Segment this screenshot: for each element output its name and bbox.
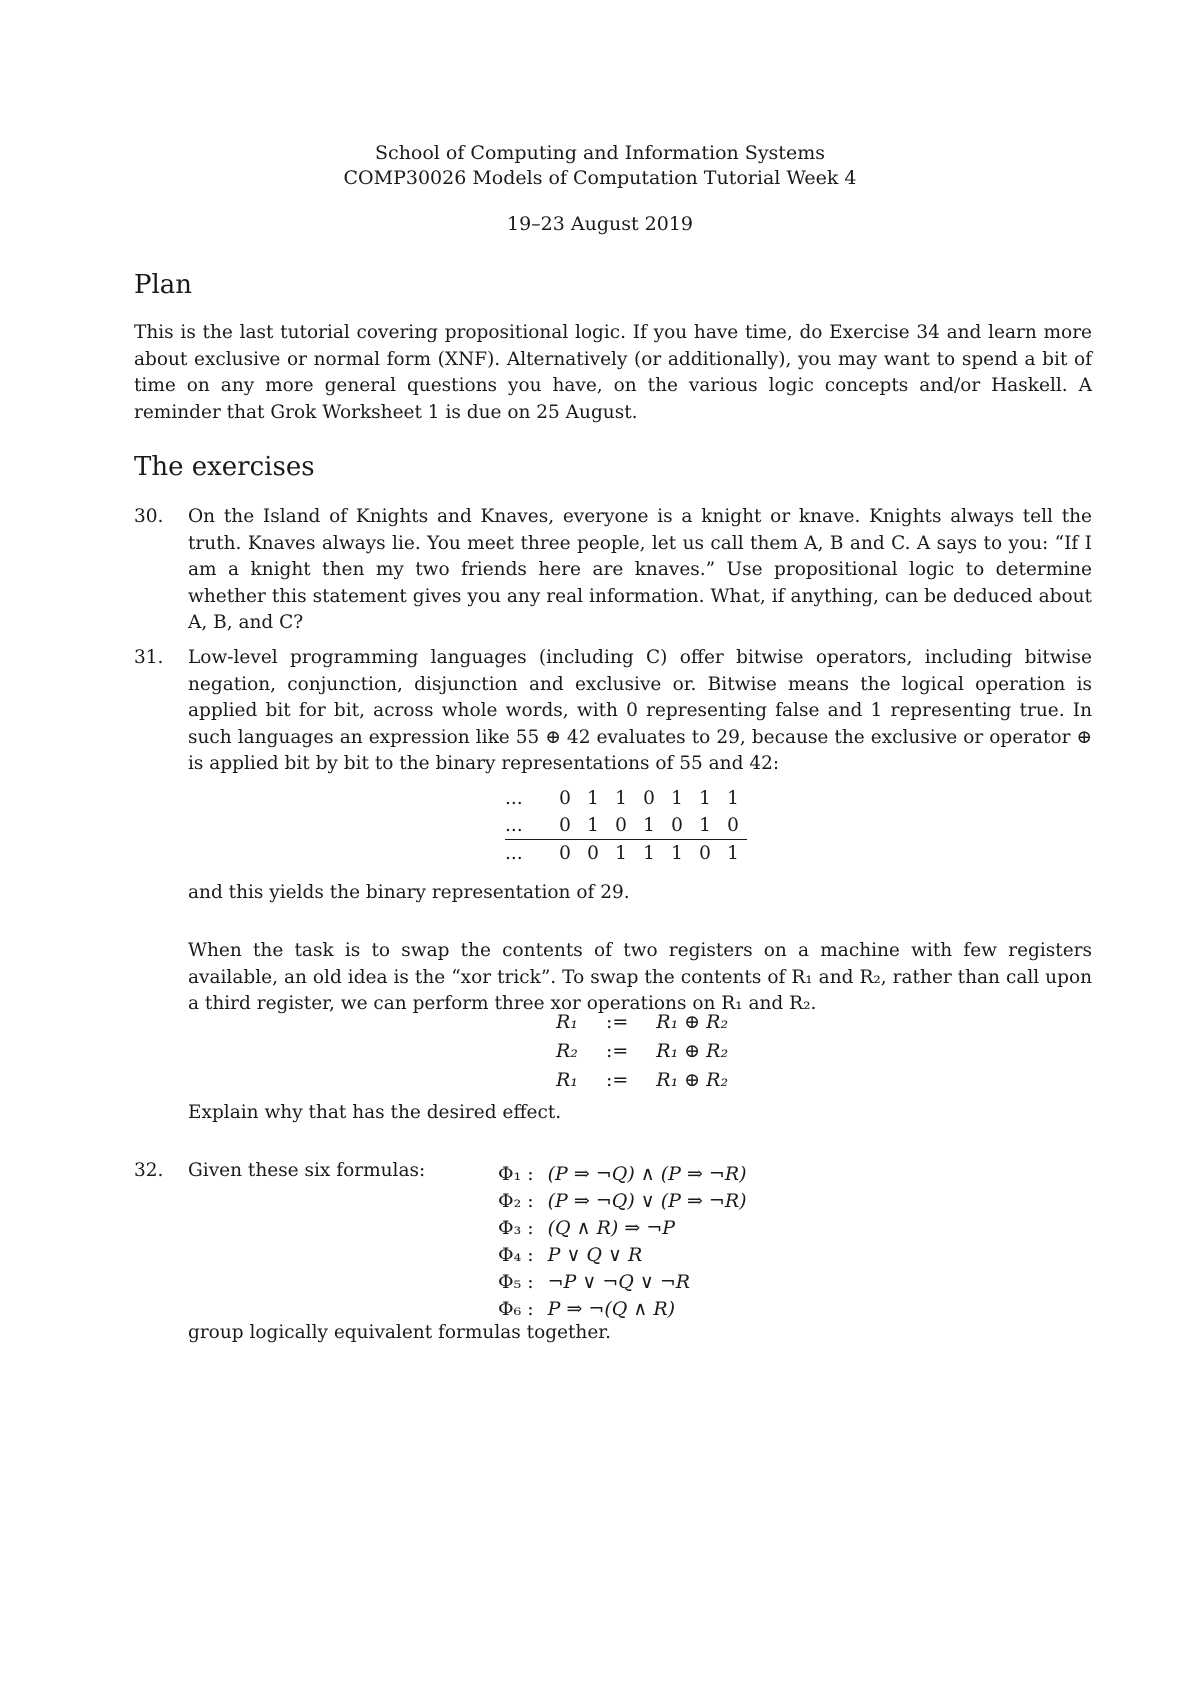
bit-cell: 1	[663, 840, 691, 868]
assignment-rhs: R₁ ⊕ R₂	[656, 1068, 729, 1091]
formula-row	[498, 1241, 747, 1268]
bit-cell: 0	[551, 840, 579, 868]
formula-row	[498, 1295, 747, 1322]
formula-label: Φ₆ :	[498, 1297, 534, 1320]
assignment-rhs: R₁ ⊕ R₂	[656, 1010, 729, 1033]
formula-expression: P ∨ Q ∨ R	[547, 1243, 643, 1266]
bit-cell: 1	[615, 788, 627, 809]
bit-cell: 0	[643, 788, 655, 809]
formula-row	[498, 1214, 747, 1241]
row-prefix: ...	[505, 815, 523, 836]
bit-row-55	[505, 785, 747, 812]
xor-bit-table	[505, 785, 747, 867]
assignment-lhs: R₁	[556, 1010, 578, 1033]
assignment-lhs: R₁	[556, 1068, 578, 1091]
xor-swap-assignments	[546, 1006, 738, 1095]
formula-expression: P ⇒ ¬(Q ∧ R)	[547, 1297, 676, 1320]
explain-text: Explain why that has the desired effect.	[188, 1102, 562, 1123]
bit-row-42	[505, 812, 747, 840]
bit-cell: 0	[615, 815, 627, 836]
formula-label: Φ₁ :	[498, 1162, 534, 1185]
bit-row-29	[505, 840, 747, 868]
formula-expression: ¬P ∨ ¬Q ∨ ¬R	[547, 1270, 691, 1293]
plan-text: This is the last tutorial covering propositional logic. If you have time, do Exercise 34 and learn more about exclusive or normal form (XNF). Alternatively (or additionally), you may want to spend a bit of time on any more general questions you have, on the various logic concepts and/or Haskell. A reminder that Grok Worksheet 1 is due on 25 August.	[134, 322, 1092, 423]
exercise-30-number: 30.	[134, 506, 164, 527]
assignment-lhs: R₂	[556, 1039, 578, 1062]
exercise-30-text: On the Island of Knights and Knaves, everyone is a knight or knave. Knights always tell the truth. Knaves always lie. You meet three people, let us call them A, B and C. A says to you: “If I am a knight then my two friends here are knaves.” Use propositional logic to determine whether this statement gives you any real information. What, if anything, can be deduced about A, B, and C?	[188, 506, 1092, 633]
assignment-row	[548, 1037, 736, 1064]
formula-expression: (Q ∧ R) ⇒ ¬P	[547, 1216, 676, 1239]
bit-cell: 1	[719, 840, 747, 868]
bit-cell: 1	[607, 840, 635, 868]
after-table-text: and this yields the binary representation of 29.	[188, 882, 630, 903]
bit-cell: 1	[699, 788, 711, 809]
assignment-op: :=	[605, 1039, 629, 1062]
plan-heading: Plan	[134, 270, 193, 300]
formula-row	[498, 1268, 747, 1295]
xor-trick-text: When the task is to swap the contents of two registers on a machine with few registers available, an old idea is the “xor trick”. To swap the contents of R₁ and R₂, rather than call upon a third register, we can perform three xor operations on R₁ and R₂.	[188, 940, 1092, 1014]
formula-label: Φ₅ :	[498, 1270, 534, 1293]
assignment-row	[548, 1008, 736, 1035]
bit-cell: 1	[671, 788, 683, 809]
exercise-32-closing: group logically equivalent formulas together.	[188, 1322, 611, 1343]
exercise-31-text: Low-level programming languages (including C) offer bitwise operators, including bitwise negation, conjunction, disjunction and exclusive or. Bitwise means the logical operation is applied bit for bit, across whole words, with 0 representing false and 1 representing true. In such languages an expression like 55 ⊕ 42 evaluates to 29, because the exclusive or operator ⊕ is applied bit by bit to the binary representations of 55 and 42:	[188, 647, 1092, 774]
school-name: School of Computing and Information Systems	[375, 142, 825, 164]
formula-row	[498, 1160, 747, 1187]
bit-cell: 0	[671, 815, 683, 836]
exercise-31-number: 31.	[134, 647, 164, 668]
course-title: COMP30026 Models of Computation Tutorial Week 4	[343, 167, 857, 189]
bit-cell: 1	[587, 815, 599, 836]
bit-cell: 0	[691, 840, 719, 868]
row-prefix: ...	[505, 840, 551, 868]
formula-row	[498, 1187, 747, 1214]
bit-cell: 0	[579, 840, 607, 868]
exercise-32-intro: Given these six formulas:	[188, 1160, 426, 1181]
bit-cell: 0	[559, 815, 571, 836]
assignment-row	[548, 1066, 736, 1093]
bit-cell: 1	[635, 840, 663, 868]
exercise-32-number: 32.	[134, 1160, 164, 1181]
bit-cell: 0	[727, 815, 739, 836]
formula-label: Φ₂ :	[498, 1189, 534, 1212]
bit-cell: 1	[643, 815, 655, 836]
formula-expression: (P ⇒ ¬Q) ∨ (P ⇒ ¬R)	[547, 1189, 747, 1212]
bit-cell: 1	[699, 815, 711, 836]
assignment-rhs: R₁ ⊕ R₂	[656, 1039, 729, 1062]
formula-list	[498, 1160, 747, 1322]
formula-label: Φ₃ :	[498, 1216, 534, 1239]
assignment-op: :=	[605, 1010, 629, 1033]
bit-cell: 1	[587, 788, 599, 809]
bit-cell: 1	[727, 788, 739, 809]
date-range: 19–23 August 2019	[506, 213, 694, 235]
exercises-heading: The exercises	[134, 452, 315, 482]
row-prefix: ...	[505, 788, 523, 809]
assignment-op: :=	[605, 1068, 629, 1091]
formula-label: Φ₄ :	[498, 1243, 534, 1266]
bit-cell: 0	[559, 788, 571, 809]
formula-expression: (P ⇒ ¬Q) ∧ (P ⇒ ¬R)	[547, 1162, 747, 1185]
